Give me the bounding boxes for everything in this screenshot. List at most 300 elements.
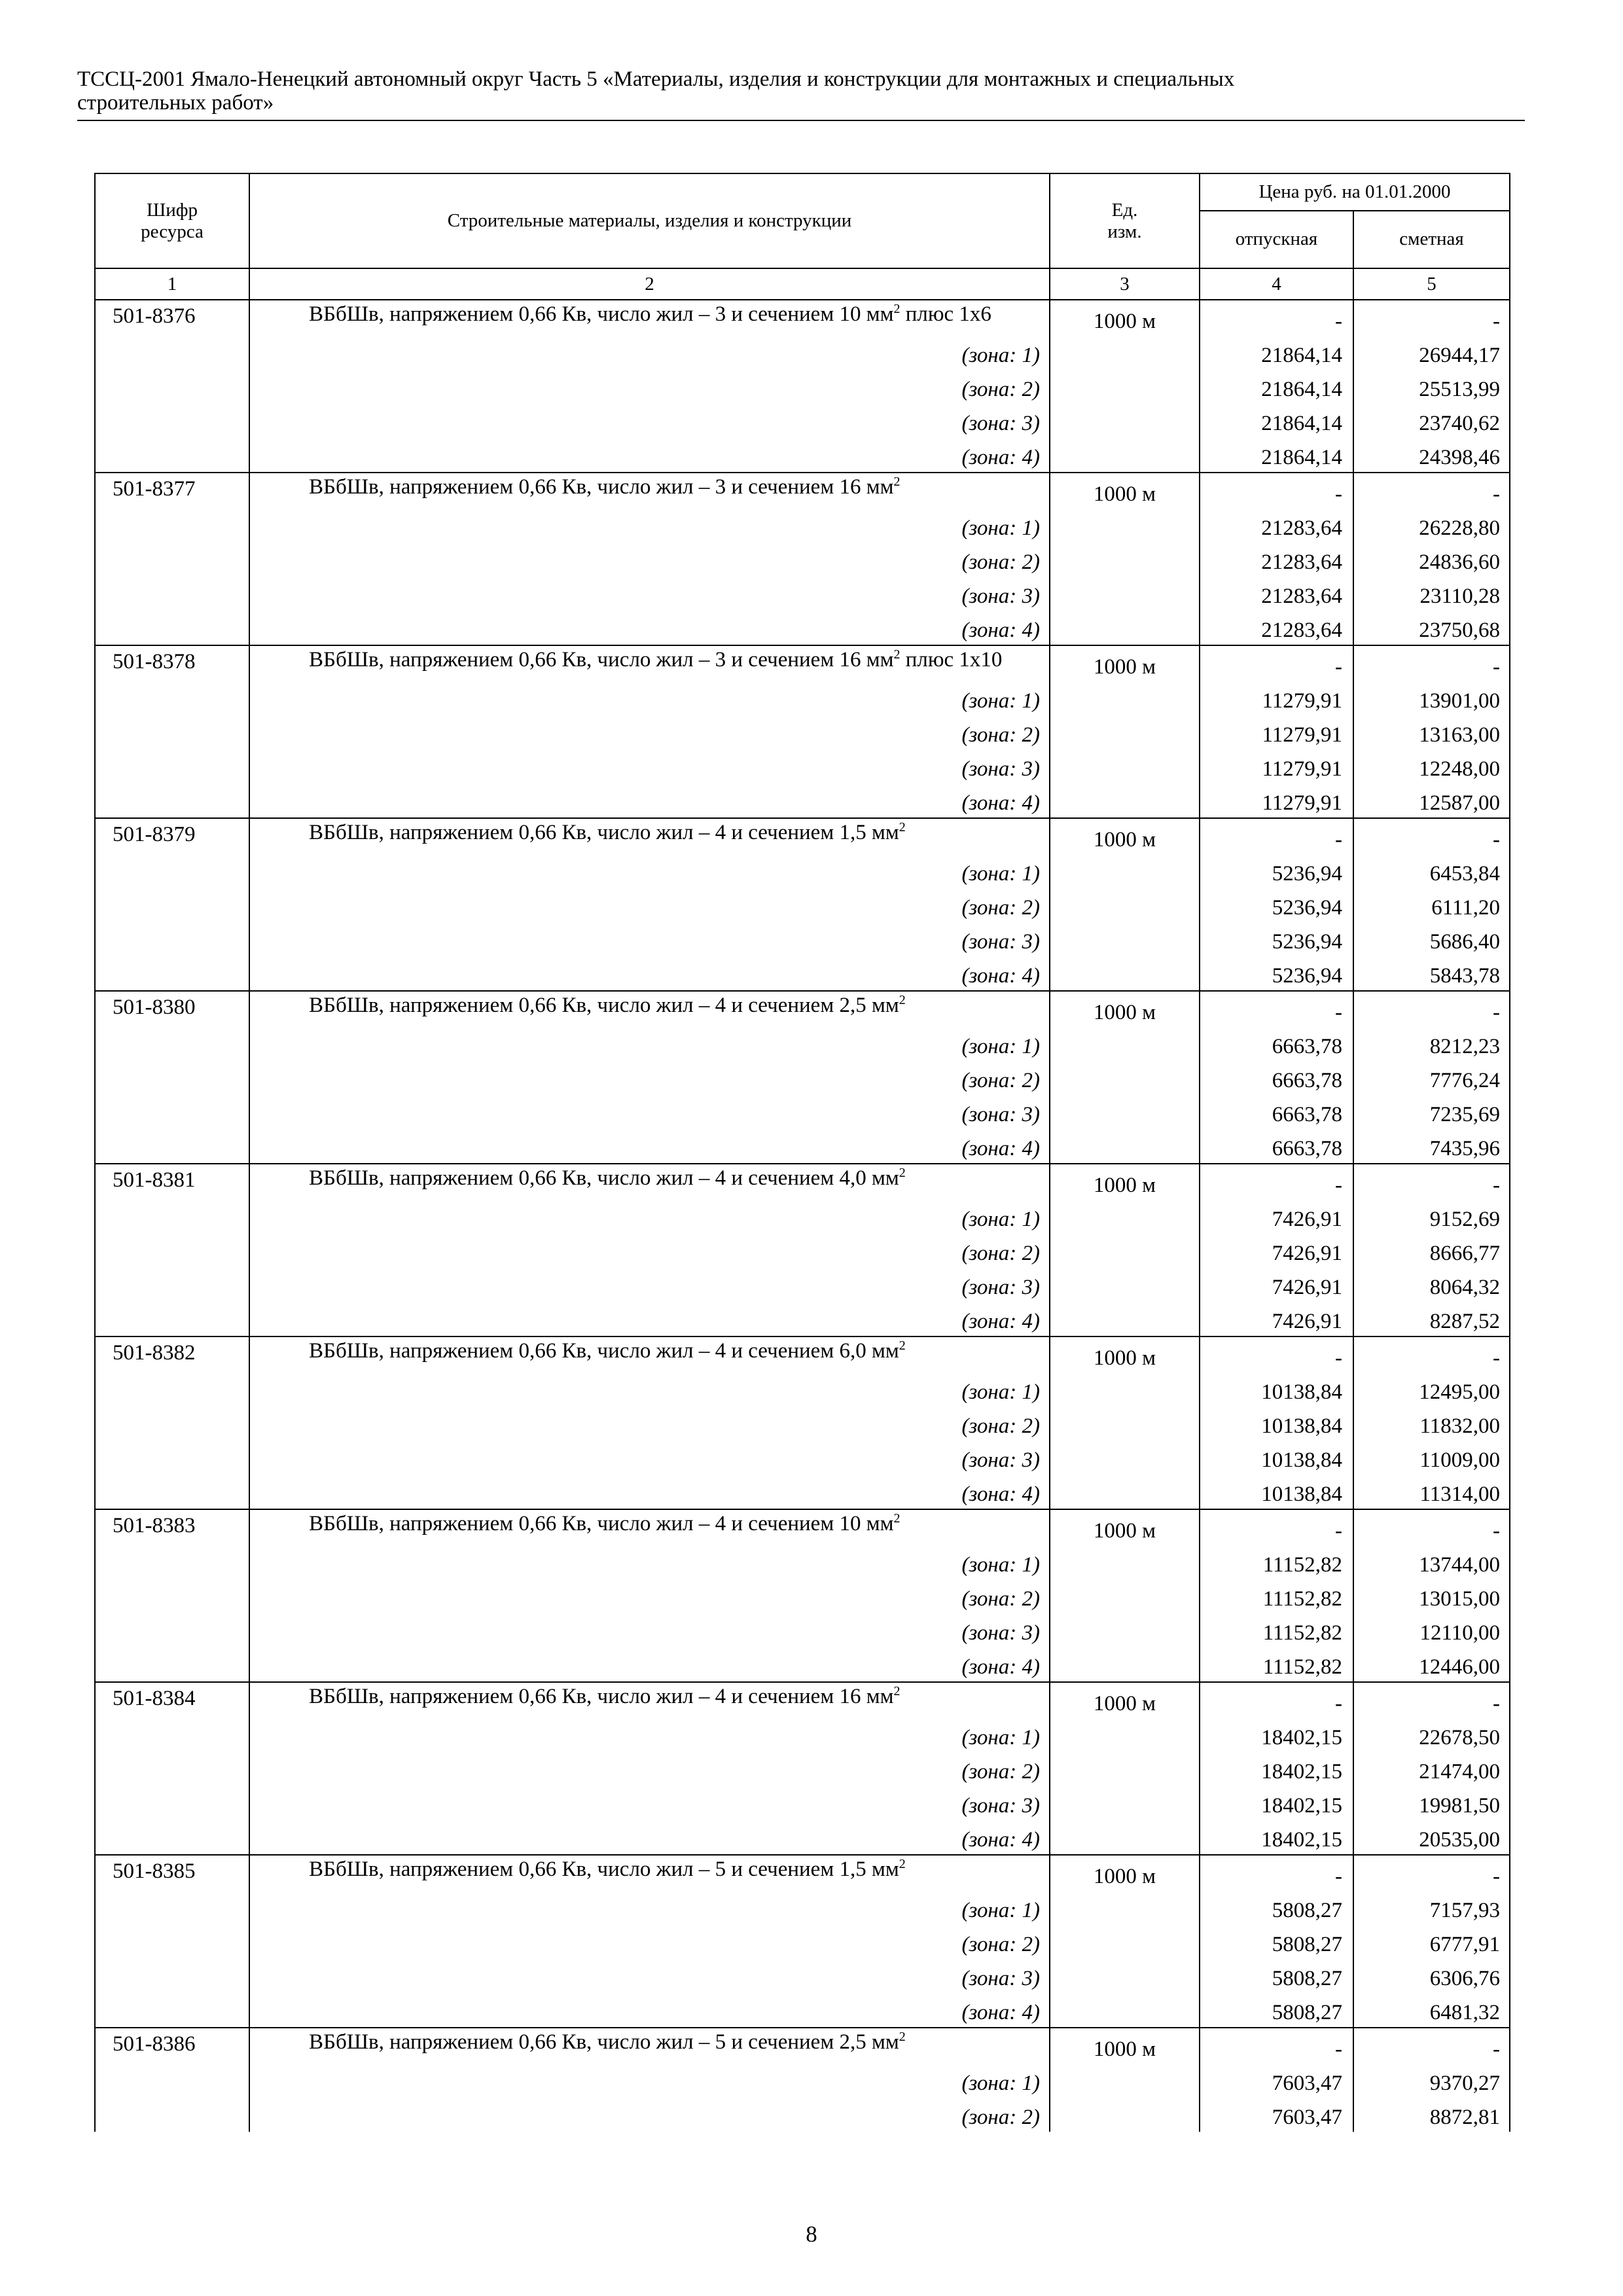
material-name bbox=[249, 1509, 1050, 1545]
header-rule bbox=[77, 120, 1525, 121]
zone-row bbox=[95, 1372, 1510, 1407]
zone-label: (зона: 4) bbox=[961, 1828, 1040, 1852]
material-name bbox=[249, 1682, 1050, 1718]
unit-empty bbox=[1050, 854, 1200, 888]
release-price: 7426,91 bbox=[1200, 1302, 1353, 1336]
zone-row bbox=[95, 1786, 1510, 1820]
zone-row bbox=[95, 1407, 1510, 1441]
unit-empty bbox=[1050, 1200, 1200, 1234]
material-name-main: ВБбШв, напряжением 0,66 Кв, число жил – 3 и сечением 10 мм bbox=[309, 302, 894, 326]
unit-empty bbox=[1050, 2064, 1200, 2098]
estimate-price: - bbox=[1353, 818, 1510, 854]
zone-row bbox=[95, 1095, 1510, 1129]
release-price: - bbox=[1200, 818, 1353, 854]
estimate-price: - bbox=[1353, 991, 1510, 1027]
material-name-text bbox=[258, 1166, 1040, 1191]
estimate-price: 6777,91 bbox=[1353, 1925, 1510, 1959]
release-price: - bbox=[1200, 1509, 1353, 1545]
zone-label: (зона: 3) bbox=[961, 1276, 1040, 1299]
material-name-suffix: плюс 1х6 bbox=[900, 302, 991, 326]
zone-label: (зона: 2) bbox=[961, 1414, 1040, 1438]
zone-label-cell bbox=[249, 1647, 1050, 1682]
release-price: 5808,27 bbox=[1200, 1959, 1353, 1993]
unit-empty bbox=[1050, 336, 1200, 370]
estimate-price: 6306,76 bbox=[1353, 1959, 1510, 1993]
unit-empty bbox=[1050, 1752, 1200, 1786]
header-unit: Ед. изм. bbox=[1050, 173, 1200, 268]
zone-row bbox=[95, 1993, 1510, 2028]
estimate-price: - bbox=[1353, 1682, 1510, 1718]
release-price: 18402,15 bbox=[1200, 1718, 1353, 1752]
zone-label-cell bbox=[249, 922, 1050, 956]
release-price: 21864,14 bbox=[1200, 370, 1353, 404]
unit-empty bbox=[1050, 1786, 1200, 1820]
release-price: 11152,82 bbox=[1200, 1613, 1353, 1647]
release-price: 10138,84 bbox=[1200, 1407, 1353, 1441]
zone-label: (зона: 2) bbox=[961, 1069, 1040, 1092]
zone-label: (зона: 3) bbox=[961, 584, 1040, 608]
zone-label-cell bbox=[249, 1372, 1050, 1407]
zone-label-cell bbox=[249, 1993, 1050, 2028]
unit-empty bbox=[1050, 1579, 1200, 1613]
zone-row bbox=[95, 577, 1510, 611]
release-price: 7426,91 bbox=[1200, 1234, 1353, 1268]
material-name-text bbox=[258, 475, 1040, 499]
zone-label: (зона: 4) bbox=[961, 446, 1040, 469]
zone-label-cell bbox=[249, 1441, 1050, 1475]
unit-empty bbox=[1050, 1925, 1200, 1959]
zone-row bbox=[95, 1647, 1510, 1682]
superscript: 2 bbox=[893, 302, 901, 316]
unit-empty bbox=[1050, 1647, 1200, 1682]
superscript: 2 bbox=[899, 1857, 906, 1871]
header-line-2: строительных работ» bbox=[77, 91, 274, 115]
unit-of-measure: 1000 м bbox=[1050, 1336, 1200, 1372]
zone-row bbox=[95, 370, 1510, 404]
release-price: - bbox=[1200, 473, 1353, 509]
release-price: 11279,91 bbox=[1200, 749, 1353, 783]
release-price: 7603,47 bbox=[1200, 2098, 1353, 2132]
zone-row bbox=[95, 1959, 1510, 1993]
material-name bbox=[249, 473, 1050, 509]
zone-label-cell bbox=[249, 1268, 1050, 1302]
unit-empty bbox=[1050, 1302, 1200, 1336]
estimate-price: 8212,23 bbox=[1353, 1027, 1510, 1061]
estimate-price: 23740,62 bbox=[1353, 404, 1510, 438]
estimate-price: 13163,00 bbox=[1353, 715, 1510, 749]
zone-label-cell bbox=[249, 1820, 1050, 1855]
release-price: 21283,64 bbox=[1200, 509, 1353, 543]
material-name-text bbox=[258, 820, 1040, 845]
material-name-text bbox=[258, 1338, 1040, 1363]
material-name-main: ВБбШв, напряжением 0,66 Кв, число жил – 4 и сечением 10 мм bbox=[309, 1512, 894, 1535]
zone-row bbox=[95, 1475, 1510, 1509]
material-name-main: ВБбШв, напряжением 0,66 Кв, число жил – 4 и сечением 2,5 мм bbox=[309, 994, 899, 1017]
material-name-main: ВБбШв, напряжением 0,66 Кв, число жил – 4 и сечением 16 мм bbox=[309, 1685, 894, 1708]
superscript: 2 bbox=[899, 993, 906, 1007]
zone-label: (зона: 1) bbox=[961, 1553, 1040, 1577]
zone-label-cell bbox=[249, 370, 1050, 404]
zone-label: (зона: 1) bbox=[961, 1208, 1040, 1231]
table-row bbox=[95, 645, 1510, 681]
zone-label: (зона: 2) bbox=[961, 723, 1040, 747]
zone-label: (зона: 2) bbox=[961, 896, 1040, 920]
zone-label-cell bbox=[249, 1752, 1050, 1786]
superscript: 2 bbox=[893, 647, 901, 662]
material-name bbox=[249, 991, 1050, 1027]
column-number: 3 bbox=[1050, 268, 1200, 300]
estimate-price: 25513,99 bbox=[1353, 370, 1510, 404]
zone-label-cell bbox=[249, 1579, 1050, 1613]
zone-row bbox=[95, 1061, 1510, 1095]
estimate-price: 6111,20 bbox=[1353, 888, 1510, 922]
unit-empty bbox=[1050, 404, 1200, 438]
zone-label-cell bbox=[249, 715, 1050, 749]
unit-empty bbox=[1050, 956, 1200, 991]
zone-label-cell bbox=[249, 2098, 1050, 2132]
zone-label-cell bbox=[249, 1407, 1050, 1441]
table-row bbox=[95, 1336, 1510, 1372]
estimate-price: 26944,17 bbox=[1353, 336, 1510, 370]
zone-row bbox=[95, 611, 1510, 645]
zone-label-cell bbox=[249, 1129, 1050, 1164]
release-price: - bbox=[1200, 300, 1353, 336]
estimate-price: 12110,00 bbox=[1353, 1613, 1510, 1647]
zone-row bbox=[95, 1925, 1510, 1959]
unit-of-measure: 1000 м bbox=[1050, 1855, 1200, 1891]
resource-code: 501-8386 bbox=[95, 2028, 249, 2132]
zone-label-cell bbox=[249, 1234, 1050, 1268]
zone-label: (зона: 3) bbox=[961, 1967, 1040, 1990]
table-row bbox=[95, 818, 1510, 854]
zone-row bbox=[95, 922, 1510, 956]
zone-label: (зона: 2) bbox=[961, 1933, 1040, 1956]
estimate-price: 9152,69 bbox=[1353, 1200, 1510, 1234]
release-price: 21283,64 bbox=[1200, 543, 1353, 577]
estimate-price: 23750,68 bbox=[1353, 611, 1510, 645]
zone-label-cell bbox=[249, 509, 1050, 543]
zone-label-cell bbox=[249, 1027, 1050, 1061]
estimate-price: - bbox=[1353, 1164, 1510, 1200]
resource-code: 501-8383 bbox=[95, 1509, 249, 1682]
zone-label: (зона: 2) bbox=[961, 2106, 1040, 2129]
zone-label: (зона: 2) bbox=[961, 1242, 1040, 1265]
unit-empty bbox=[1050, 783, 1200, 818]
material-name bbox=[249, 1164, 1050, 1200]
zone-label-cell bbox=[249, 543, 1050, 577]
material-name-main: ВБбШв, напряжением 0,66 Кв, число жил – 4 и сечением 4,0 мм bbox=[309, 1166, 899, 1190]
estimate-price: 5843,78 bbox=[1353, 956, 1510, 991]
unit-empty bbox=[1050, 1545, 1200, 1579]
release-price: 11152,82 bbox=[1200, 1579, 1353, 1613]
zone-row bbox=[95, 1718, 1510, 1752]
unit-empty bbox=[1050, 370, 1200, 404]
unit-empty bbox=[1050, 1027, 1200, 1061]
unit-of-measure: 1000 м bbox=[1050, 645, 1200, 681]
release-price: 21864,14 bbox=[1200, 438, 1353, 473]
estimate-price: 24836,60 bbox=[1353, 543, 1510, 577]
release-price: 5236,94 bbox=[1200, 922, 1353, 956]
release-price: 7426,91 bbox=[1200, 1200, 1353, 1234]
release-price: 21283,64 bbox=[1200, 611, 1353, 645]
table-row bbox=[95, 1682, 1510, 1718]
zone-label-cell bbox=[249, 749, 1050, 783]
zone-row bbox=[95, 681, 1510, 715]
resource-code: 501-8379 bbox=[95, 818, 249, 991]
zone-row bbox=[95, 404, 1510, 438]
estimate-price: - bbox=[1353, 1855, 1510, 1891]
zone-label-cell bbox=[249, 1302, 1050, 1336]
estimate-price: 7435,96 bbox=[1353, 1129, 1510, 1164]
material-name-main: ВБбШв, напряжением 0,66 Кв, число жил – 4 и сечением 6,0 мм bbox=[309, 1339, 899, 1363]
zone-row bbox=[95, 1752, 1510, 1786]
zone-label: (зона: 1) bbox=[961, 2072, 1040, 2095]
unit-empty bbox=[1050, 1061, 1200, 1095]
estimate-price: 6453,84 bbox=[1353, 854, 1510, 888]
estimate-price: 12446,00 bbox=[1353, 1647, 1510, 1682]
table-row bbox=[95, 991, 1510, 1027]
zone-label: (зона: 3) bbox=[961, 1621, 1040, 1645]
estimate-price: - bbox=[1353, 1509, 1510, 1545]
estimate-price: - bbox=[1353, 300, 1510, 336]
zone-label-cell bbox=[249, 1925, 1050, 1959]
superscript: 2 bbox=[899, 820, 906, 834]
material-name-main: ВБбШв, напряжением 0,66 Кв, число жил – 5 и сечением 1,5 мм bbox=[309, 1857, 899, 1881]
release-price: - bbox=[1200, 1336, 1353, 1372]
unit-empty bbox=[1050, 1613, 1200, 1647]
table-row bbox=[95, 300, 1510, 336]
estimate-price: 7776,24 bbox=[1353, 1061, 1510, 1095]
superscript: 2 bbox=[899, 1338, 906, 1353]
zone-label-cell bbox=[249, 888, 1050, 922]
release-price: 5808,27 bbox=[1200, 1925, 1353, 1959]
table-row bbox=[95, 1509, 1510, 1545]
header-release-price: отпускная bbox=[1200, 211, 1353, 268]
resource-code: 501-8380 bbox=[95, 991, 249, 1164]
zone-label: (зона: 4) bbox=[961, 619, 1040, 642]
superscript: 2 bbox=[893, 1684, 901, 1698]
zone-label-cell bbox=[249, 1475, 1050, 1509]
zone-row bbox=[95, 1027, 1510, 1061]
material-name bbox=[249, 1336, 1050, 1372]
unit-empty bbox=[1050, 1820, 1200, 1855]
material-name-text bbox=[258, 993, 1040, 1018]
zone-label: (зона: 2) bbox=[961, 378, 1040, 401]
material-name bbox=[249, 2028, 1050, 2064]
zone-row bbox=[95, 2064, 1510, 2098]
release-price: 11279,91 bbox=[1200, 783, 1353, 818]
superscript: 2 bbox=[899, 1166, 906, 1180]
release-price: 21283,64 bbox=[1200, 577, 1353, 611]
estimate-price: 12248,00 bbox=[1353, 749, 1510, 783]
unit-empty bbox=[1050, 1234, 1200, 1268]
material-name-text bbox=[258, 2030, 1040, 2054]
zone-label-cell bbox=[249, 1891, 1050, 1925]
release-price: 21864,14 bbox=[1200, 404, 1353, 438]
release-price: 11152,82 bbox=[1200, 1545, 1353, 1579]
release-price: - bbox=[1200, 1855, 1353, 1891]
zone-row bbox=[95, 1545, 1510, 1579]
unit-of-measure: 1000 м bbox=[1050, 818, 1200, 854]
zone-label: (зона: 1) bbox=[961, 1035, 1040, 1058]
zone-label: (зона: 4) bbox=[961, 2001, 1040, 2024]
material-name-text bbox=[258, 1511, 1040, 1536]
zone-row bbox=[95, 438, 1510, 473]
release-price: - bbox=[1200, 1682, 1353, 1718]
release-price: 10138,84 bbox=[1200, 1441, 1353, 1475]
zone-label: (зона: 3) bbox=[961, 1103, 1040, 1126]
zone-row bbox=[95, 783, 1510, 818]
zone-label-cell bbox=[249, 1613, 1050, 1647]
estimate-price: 13901,00 bbox=[1353, 681, 1510, 715]
unit-empty bbox=[1050, 1718, 1200, 1752]
estimate-price: 12495,00 bbox=[1353, 1372, 1510, 1407]
unit-empty bbox=[1050, 611, 1200, 645]
unit-empty bbox=[1050, 1959, 1200, 1993]
release-price: 18402,15 bbox=[1200, 1752, 1353, 1786]
zone-label: (зона: 2) bbox=[961, 1760, 1040, 1784]
unit-empty bbox=[1050, 1475, 1200, 1509]
zone-row bbox=[95, 1234, 1510, 1268]
superscript: 2 bbox=[899, 2030, 906, 2044]
release-price: 18402,15 bbox=[1200, 1786, 1353, 1820]
column-number: 1 bbox=[95, 268, 249, 300]
zone-label: (зона: 1) bbox=[961, 1380, 1040, 1404]
zone-label: (зона: 1) bbox=[961, 689, 1040, 713]
estimate-price: 24398,46 bbox=[1353, 438, 1510, 473]
zone-label-cell bbox=[249, 438, 1050, 473]
release-price: 21864,14 bbox=[1200, 336, 1353, 370]
material-name bbox=[249, 1855, 1050, 1891]
material-name-suffix: плюс 1х10 bbox=[900, 648, 1003, 672]
estimate-price: 22678,50 bbox=[1353, 1718, 1510, 1752]
estimate-price: 23110,28 bbox=[1353, 577, 1510, 611]
zone-row bbox=[95, 336, 1510, 370]
zone-label: (зона: 1) bbox=[961, 344, 1040, 367]
zone-label: (зона: 1) bbox=[961, 1726, 1040, 1749]
zone-label-cell bbox=[249, 1095, 1050, 1129]
zone-row bbox=[95, 543, 1510, 577]
material-name bbox=[249, 300, 1050, 336]
zone-label-cell bbox=[249, 681, 1050, 715]
resource-code: 501-8377 bbox=[95, 473, 249, 645]
column-number: 4 bbox=[1200, 268, 1353, 300]
table-row bbox=[95, 1164, 1510, 1200]
estimate-price: - bbox=[1353, 645, 1510, 681]
unit-empty bbox=[1050, 681, 1200, 715]
resource-code: 501-8382 bbox=[95, 1336, 249, 1509]
release-price: 10138,84 bbox=[1200, 1372, 1353, 1407]
material-name-text bbox=[258, 1857, 1040, 1882]
release-price: 5808,27 bbox=[1200, 1993, 1353, 2028]
unit-empty bbox=[1050, 2098, 1200, 2132]
estimate-price: 6481,32 bbox=[1353, 1993, 1510, 2028]
unit-empty bbox=[1050, 543, 1200, 577]
column-numbers-row bbox=[95, 268, 1510, 300]
unit-empty bbox=[1050, 1993, 1200, 2028]
estimate-price: 8287,52 bbox=[1353, 1302, 1510, 1336]
estimate-price: 26228,80 bbox=[1353, 509, 1510, 543]
release-price: 11279,91 bbox=[1200, 681, 1353, 715]
header-price-group: Цена руб. на 01.01.2000 bbox=[1200, 173, 1510, 211]
zone-label: (зона: 1) bbox=[961, 1899, 1040, 1922]
zone-label: (зона: 4) bbox=[961, 791, 1040, 815]
release-price: - bbox=[1200, 645, 1353, 681]
zone-row bbox=[95, 1302, 1510, 1336]
estimate-price: 11314,00 bbox=[1353, 1475, 1510, 1509]
zone-label-cell bbox=[249, 1545, 1050, 1579]
zone-label-cell bbox=[249, 336, 1050, 370]
zone-label-cell bbox=[249, 611, 1050, 645]
estimate-price: 13015,00 bbox=[1353, 1579, 1510, 1613]
estimate-price: 11009,00 bbox=[1353, 1441, 1510, 1475]
zone-label: (зона: 3) bbox=[961, 1794, 1040, 1818]
release-price: - bbox=[1200, 991, 1353, 1027]
zone-label: (зона: 1) bbox=[961, 862, 1040, 886]
zone-label-cell bbox=[249, 404, 1050, 438]
estimate-price: 12587,00 bbox=[1353, 783, 1510, 818]
zone-label: (зона: 1) bbox=[961, 516, 1040, 540]
zone-row bbox=[95, 509, 1510, 543]
estimate-price: 5686,40 bbox=[1353, 922, 1510, 956]
estimate-price: 11832,00 bbox=[1353, 1407, 1510, 1441]
zone-row bbox=[95, 854, 1510, 888]
release-price: 11152,82 bbox=[1200, 1647, 1353, 1682]
unit-of-measure: 1000 м bbox=[1050, 473, 1200, 509]
release-price: 5236,94 bbox=[1200, 956, 1353, 991]
release-price: - bbox=[1200, 1164, 1353, 1200]
header-line-1: ТССЦ-2001 Ямало-Ненецкий автономный округ Часть 5 «Материалы, изделия и конструкции для монтажных и специальных bbox=[77, 67, 1235, 91]
estimate-price: 21474,00 bbox=[1353, 1752, 1510, 1786]
zone-row bbox=[95, 888, 1510, 922]
release-price: 5808,27 bbox=[1200, 1891, 1353, 1925]
resource-code: 501-8376 bbox=[95, 300, 249, 473]
zone-row bbox=[95, 749, 1510, 783]
material-name-text bbox=[258, 302, 1040, 327]
zone-label-cell bbox=[249, 854, 1050, 888]
zone-label: (зона: 3) bbox=[961, 930, 1040, 954]
superscript: 2 bbox=[893, 1511, 901, 1526]
material-name-main: ВБбШв, напряжением 0,66 Кв, число жил – 4 и сечением 1,5 мм bbox=[309, 821, 899, 844]
material-name-main: ВБбШв, напряжением 0,66 Кв, число жил – 5 и сечением 2,5 мм bbox=[309, 2030, 899, 2054]
release-price: 11279,91 bbox=[1200, 715, 1353, 749]
unit-empty bbox=[1050, 1891, 1200, 1925]
resource-code: 501-8384 bbox=[95, 1682, 249, 1855]
zone-label: (зона: 4) bbox=[961, 964, 1040, 988]
material-name-main: ВБбШв, напряжением 0,66 Кв, число жил – 3 и сечением 16 мм bbox=[309, 648, 894, 672]
table-row bbox=[95, 2028, 1510, 2064]
estimate-price: 8666,77 bbox=[1353, 1234, 1510, 1268]
release-price: 7426,91 bbox=[1200, 1268, 1353, 1302]
unit-empty bbox=[1050, 749, 1200, 783]
release-price: 6663,78 bbox=[1200, 1129, 1353, 1164]
unit-empty bbox=[1050, 1441, 1200, 1475]
unit-of-measure: 1000 м bbox=[1050, 2028, 1200, 2064]
release-price: 5236,94 bbox=[1200, 854, 1353, 888]
unit-empty bbox=[1050, 1372, 1200, 1407]
material-name-text bbox=[258, 647, 1040, 672]
zone-label-cell bbox=[249, 783, 1050, 818]
zone-label-cell bbox=[249, 956, 1050, 991]
unit-empty bbox=[1050, 509, 1200, 543]
resource-price-table bbox=[94, 173, 1510, 2132]
estimate-price: 7157,93 bbox=[1353, 1891, 1510, 1925]
zone-label-cell bbox=[249, 1786, 1050, 1820]
table-row bbox=[95, 473, 1510, 509]
estimate-price: 19981,50 bbox=[1353, 1786, 1510, 1820]
unit-of-measure: 1000 м bbox=[1050, 1682, 1200, 1718]
resource-code: 501-8385 bbox=[95, 1855, 249, 2028]
